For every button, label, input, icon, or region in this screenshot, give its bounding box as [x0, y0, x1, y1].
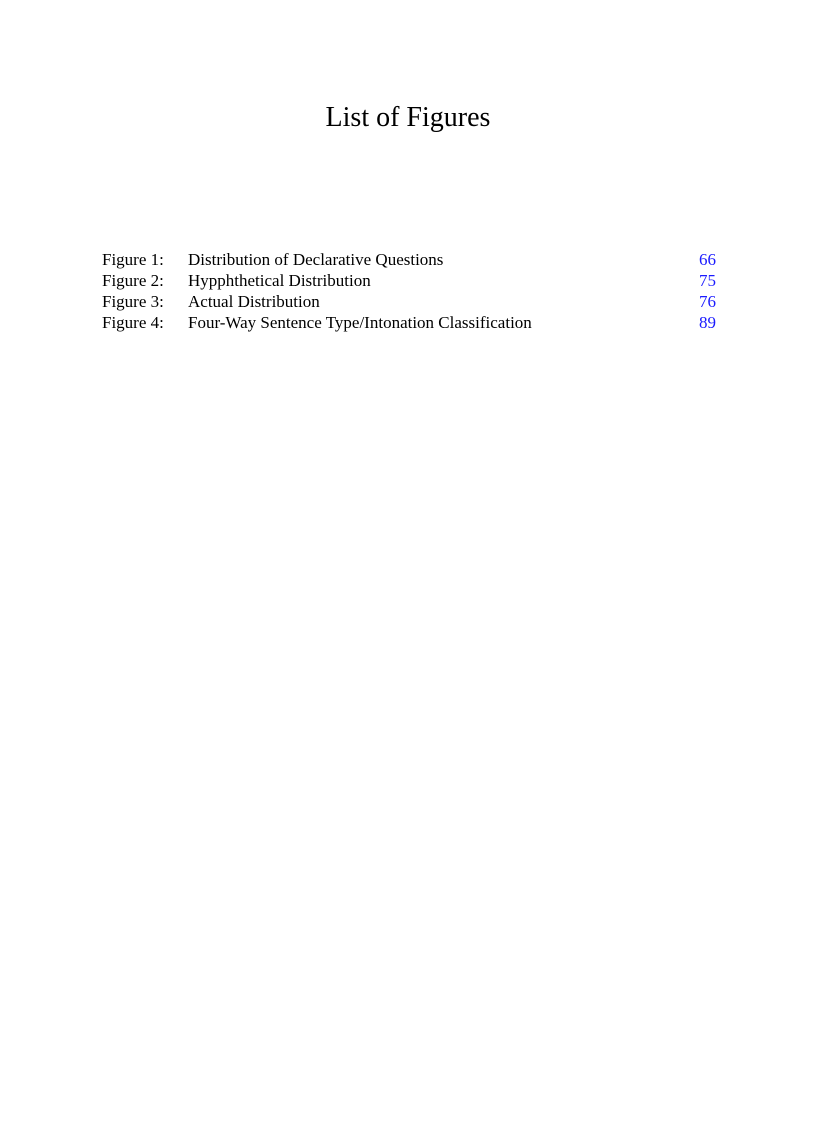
- figure-entry-2: [102, 270, 716, 291]
- figure-entry-4: [102, 312, 716, 333]
- figure-title: Actual Distribution: [188, 292, 320, 311]
- figure-title: Four-Way Sentence Type/Intonation Classification: [188, 313, 532, 332]
- figure-label: Figure 1:: [102, 250, 164, 269]
- figure-label: Figure 4:: [102, 313, 164, 332]
- figure-page-link[interactable]: 75: [699, 271, 716, 290]
- figure-page-link[interactable]: 66: [699, 250, 716, 269]
- figure-page-link[interactable]: 76: [699, 292, 716, 311]
- figure-label: Figure 2:: [102, 271, 164, 290]
- figure-entry-1: [102, 249, 716, 270]
- figure-title: Distribution of Declarative Questions: [188, 250, 444, 269]
- figure-title: Hypphthetical Distribution: [188, 271, 371, 290]
- figure-entry-3: [102, 291, 716, 312]
- list-of-figures: [102, 249, 716, 333]
- figure-label: Figure 3:: [102, 292, 164, 311]
- page-title: List of Figures: [325, 102, 491, 133]
- figure-page-link[interactable]: 89: [699, 313, 716, 332]
